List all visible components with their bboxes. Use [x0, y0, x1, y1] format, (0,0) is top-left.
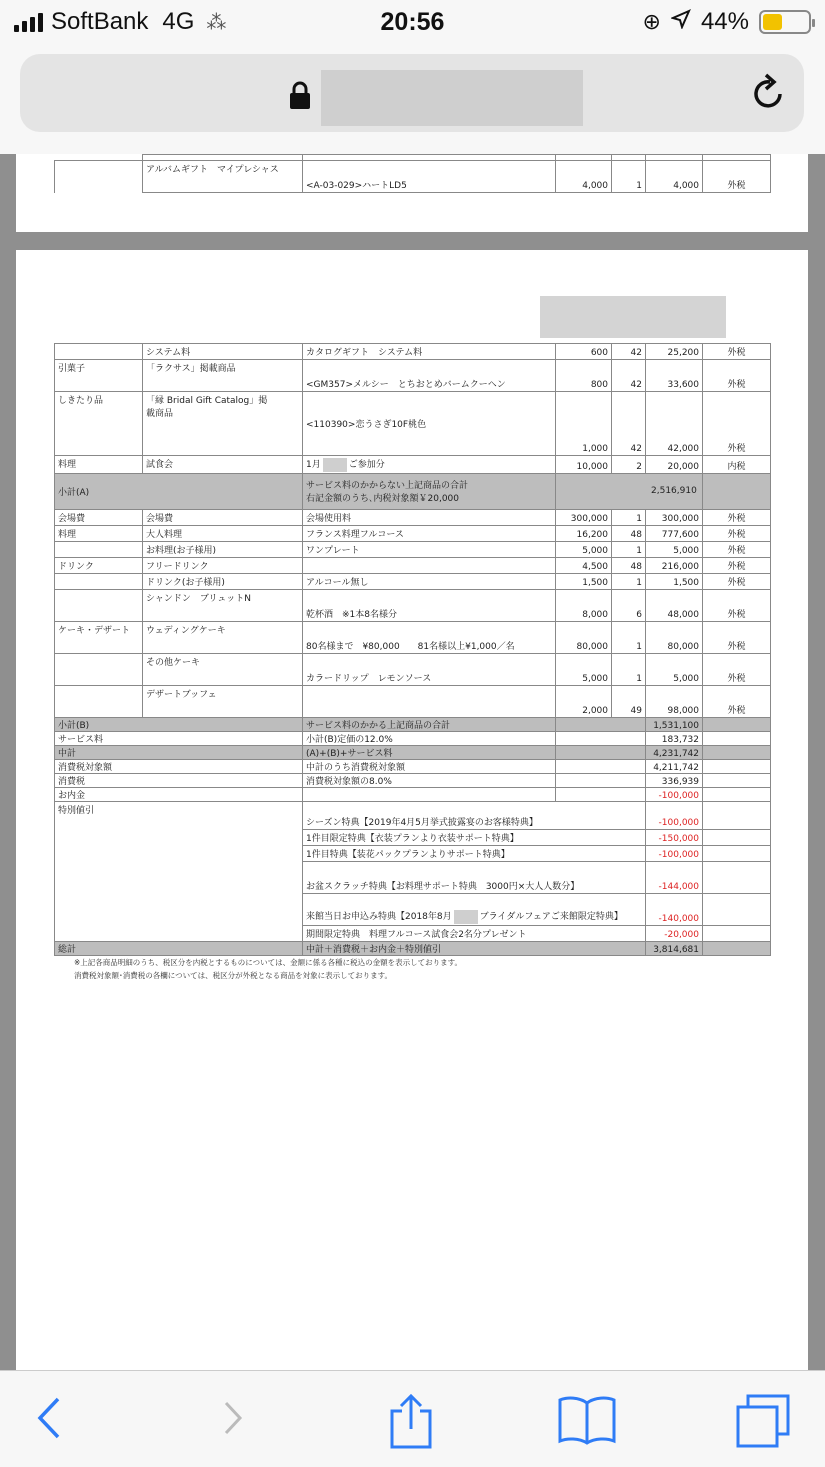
summary-label: 中計	[55, 745, 303, 759]
total-tax	[703, 941, 771, 955]
summary-spacer	[556, 717, 646, 731]
battery-percent: 44%	[700, 8, 749, 35]
item-name: <A-03-029>ハートLD5	[303, 161, 556, 193]
item-subcategory: フリードリンク	[143, 557, 303, 573]
item-amount: 98,000	[646, 685, 703, 717]
item-qty: 1	[612, 161, 646, 193]
item-subcategory: システム料	[143, 344, 303, 360]
footnote-line: ※上記各商品明細のうち、税区分を内税とするものについては、金額に係る各種に税込の金額を表示しております。	[74, 958, 463, 967]
summary-desc: (A)+(B)+サービス料	[303, 745, 556, 759]
item-name: 会場使用料	[303, 509, 556, 525]
item-qty: 49	[612, 685, 646, 717]
item-amount: 5,000	[646, 541, 703, 557]
subtotal-a-tax	[703, 473, 771, 509]
summary-tax	[703, 731, 771, 745]
discount-amount: -100,000	[646, 845, 703, 861]
summary-spacer	[556, 759, 646, 773]
item-price: 300,000	[556, 509, 612, 525]
discount-tax	[703, 829, 771, 845]
item-category	[55, 653, 143, 685]
item-subcategory-line: 「縁 Bridal Gift Catalog」掲	[146, 396, 268, 406]
item-name: <110390>恋うさぎ10F桃色	[303, 392, 556, 456]
summary-amount: 4,231,742	[646, 745, 703, 759]
item-subcategory: 試食会	[143, 456, 303, 474]
summary-amount: 183,732	[646, 731, 703, 745]
summary-label: 消費税対象額	[55, 759, 303, 773]
table-row	[55, 759, 771, 773]
network-type: 4G	[162, 8, 195, 35]
discount-desc: お盆スクラッチ特典【お料理サポート特典 3000円×大人人数分】	[303, 861, 646, 893]
discount-desc: 1件目限定特典【衣装プランより衣装サポート特典】	[303, 829, 646, 845]
summary-tax	[703, 745, 771, 759]
invoice-table-page1	[54, 154, 771, 193]
item-price: 800	[556, 360, 612, 392]
table-row	[55, 685, 771, 717]
subtotal-a-label: 小計(A)	[55, 473, 303, 509]
share-icon[interactable]	[388, 1393, 434, 1453]
item-qty: 42	[612, 392, 646, 456]
discount-tax	[703, 861, 771, 893]
discount-desc-part: 来館当日お申込み特典【2018年8月	[306, 912, 452, 922]
discount-desc: シーズン特典【2019年4月5月挙式披露宴のお客様特典】	[303, 801, 646, 829]
redacted-block	[454, 910, 478, 924]
table-row	[55, 589, 771, 621]
discount-desc: 1件目特典【装花パックプランよりサポート特典】	[303, 845, 646, 861]
item-category	[55, 685, 143, 717]
address-bar[interactable]	[20, 54, 804, 132]
summary-label: お内金	[55, 787, 303, 801]
table-row	[55, 787, 771, 801]
total-label: 総計	[55, 941, 303, 955]
item-amount: 80,000	[646, 621, 703, 653]
table-row	[55, 717, 771, 731]
item-tax: 外税	[703, 541, 771, 557]
item-name: カタログギフト システム料	[303, 344, 556, 360]
item-name	[303, 685, 556, 717]
item-name	[303, 557, 556, 573]
url-redacted[interactable]	[321, 70, 583, 126]
item-price: 1,500	[556, 573, 612, 589]
item-category: ドリンク	[55, 557, 143, 573]
item-amount: 300,000	[646, 509, 703, 525]
subtotal-a-desc	[303, 473, 556, 509]
item-price: 10,000	[556, 456, 612, 474]
status-bar	[0, 0, 825, 48]
item-category	[55, 344, 143, 360]
item-category: しきたり品	[55, 392, 143, 456]
item-tax: 外税	[703, 589, 771, 621]
discount-amount: -140,000	[646, 893, 703, 925]
table-row	[55, 731, 771, 745]
item-amount: 777,600	[646, 525, 703, 541]
item-subcategory-line: 載商品	[146, 409, 174, 419]
item-amount: 20,000	[646, 456, 703, 474]
summary-amount: -100,000	[646, 787, 703, 801]
item-tax: 外税	[703, 360, 771, 392]
discount-amount: -144,000	[646, 861, 703, 893]
item-qty: 1	[612, 573, 646, 589]
item-subcategory: 会場費	[143, 509, 303, 525]
item-qty: 1	[612, 541, 646, 557]
item-name: フランス料理フルコース	[303, 525, 556, 541]
item-tax: 外税	[703, 557, 771, 573]
item-price: 4,500	[556, 557, 612, 573]
summary-label: サービス料	[55, 731, 303, 745]
table-row	[55, 456, 771, 474]
item-price: 16,200	[556, 525, 612, 541]
summary-tax	[703, 787, 771, 801]
item-amount: 48,000	[646, 589, 703, 621]
summary-tax	[703, 717, 771, 731]
item-price: 600	[556, 344, 612, 360]
item-amount: 25,200	[646, 344, 703, 360]
pdf-page-1	[16, 154, 808, 232]
table-row	[55, 509, 771, 525]
item-tax: 外税	[703, 161, 771, 193]
item-amount: 42,000	[646, 392, 703, 456]
table-row	[55, 525, 771, 541]
item-price: 4,000	[556, 161, 612, 193]
summary-desc: サービス料のかかる上記商品の合計	[303, 717, 556, 731]
item-qty: 42	[612, 360, 646, 392]
item-subcategory: アルバムギフト マイプレシャス	[143, 161, 303, 193]
discount-amount: -100,000	[646, 801, 703, 829]
subtotal-a-desc-line: サービス料のかからない上記商品の合計	[306, 481, 469, 491]
footnotes	[74, 956, 462, 982]
table-row	[55, 745, 771, 759]
item-price: 2,000	[556, 685, 612, 717]
item-subcategory	[143, 392, 303, 456]
summary-amount: 1,531,100	[646, 717, 703, 731]
discount-label: 特別値引	[55, 801, 303, 941]
item-name: アルコール無し	[303, 573, 556, 589]
location-icon	[671, 8, 691, 36]
item-tax: 外税	[703, 525, 771, 541]
item-amount: 1,500	[646, 573, 703, 589]
item-name: ワンプレート	[303, 541, 556, 557]
item-amount: 216,000	[646, 557, 703, 573]
discount-desc-part: ブライダルフェアご来館限定特典】	[479, 912, 623, 922]
item-qty: 1	[612, 621, 646, 653]
item-category: 引菓子	[55, 360, 143, 392]
item-tax: 外税	[703, 573, 771, 589]
item-qty: 48	[612, 525, 646, 541]
total-amount: 3,814,681	[646, 941, 703, 955]
item-subcategory: デザートブッフェ	[143, 685, 303, 717]
item-price: 80,000	[556, 621, 612, 653]
table-row	[55, 773, 771, 787]
discount-amount: -150,000	[646, 829, 703, 845]
table-row	[55, 344, 771, 360]
discount-desc: 期間限定特典 料理フルコース試食会2名分プレゼント	[303, 925, 646, 941]
item-qty: 48	[612, 557, 646, 573]
item-name	[303, 456, 556, 474]
summary-label: 消費税	[55, 773, 303, 787]
summary-desc: 小計(B)定価の12.0%	[303, 731, 556, 745]
item-subcategory: その他ケーキ	[143, 653, 303, 685]
summary-desc: 中計のうち消費税対象額	[303, 759, 556, 773]
summary-tax	[703, 773, 771, 787]
summary-spacer	[556, 773, 646, 787]
item-tax: 外税	[703, 621, 771, 653]
item-subcategory: シャンドン ブリュットN	[143, 589, 303, 621]
item-amount: 33,600	[646, 360, 703, 392]
summary-spacer	[556, 731, 646, 745]
item-qty: 6	[612, 589, 646, 621]
discount-tax	[703, 893, 771, 925]
bookmarks-icon[interactable]	[557, 1393, 617, 1449]
item-tax: 外税	[703, 392, 771, 456]
battery-fill	[763, 14, 782, 30]
redacted-block	[323, 458, 347, 472]
item-tax: 外税	[703, 653, 771, 685]
table-row	[55, 557, 771, 573]
rotation-lock-icon: ⊕	[642, 9, 661, 34]
item-subcategory: ウェディングケーキ	[143, 621, 303, 653]
discount-tax	[703, 925, 771, 941]
item-name-part: 1月	[306, 460, 321, 470]
table-row	[55, 360, 771, 392]
battery-icon	[759, 10, 811, 34]
summary-desc	[303, 787, 556, 801]
item-category: 会場費	[55, 509, 143, 525]
item-qty: 1	[612, 509, 646, 525]
item-category	[55, 573, 143, 589]
discount-amount: -20,000	[646, 925, 703, 941]
table-row	[55, 573, 771, 589]
summary-label: 小計(B)	[55, 717, 303, 731]
item-name: <GM357>メルシー とちおとめバームクーヘン	[303, 360, 556, 392]
table-row	[55, 161, 771, 193]
forward-icon[interactable]	[220, 1393, 250, 1447]
item-price: 1,000	[556, 392, 612, 456]
discount-tax	[703, 801, 771, 829]
tabs-icon[interactable]	[734, 1393, 792, 1453]
item-qty: 2	[612, 456, 646, 474]
item-qty: 1	[612, 653, 646, 685]
table-row	[55, 941, 771, 955]
summary-amount: 4,211,742	[646, 759, 703, 773]
table-row	[55, 392, 771, 456]
back-icon[interactable]	[34, 1393, 64, 1447]
item-tax: 外税	[703, 685, 771, 717]
pdf-page-2	[16, 250, 808, 1370]
reload-icon[interactable]	[750, 72, 786, 116]
item-subcategory: 大人料理	[143, 525, 303, 541]
table-row	[55, 801, 771, 829]
item-price: 8,000	[556, 589, 612, 621]
item-category: ケーキ・デザート	[55, 621, 143, 653]
carrier-name: SoftBank	[51, 8, 149, 35]
item-price: 5,000	[556, 653, 612, 685]
item-qty: 42	[612, 344, 646, 360]
browser-toolbar	[0, 1370, 825, 1467]
subtotal-a-amount: 2,516,910	[556, 473, 703, 509]
table-row	[55, 541, 771, 557]
total-desc: 中計＋消費税＋お内金＋特別値引	[303, 941, 646, 955]
item-name: 80名様まで ¥80,000 81名様以上¥1,000／名	[303, 621, 556, 653]
summary-desc: 消費税対象額の8.0%	[303, 773, 556, 787]
item-category: 料理	[55, 456, 143, 474]
footnote-line: 消費税対象額･消費税の各欄については、税区分が外税となる商品を対象に表示しております。	[74, 971, 392, 980]
item-tax: 外税	[703, 509, 771, 525]
table-row	[55, 621, 771, 653]
item-category	[55, 589, 143, 621]
lock-icon	[288, 80, 312, 114]
item-name-part: ご参加分	[348, 460, 385, 470]
item-price: 5,000	[556, 541, 612, 557]
discount-desc	[303, 893, 646, 925]
summary-amount: 336,939	[646, 773, 703, 787]
summary-tax	[703, 759, 771, 773]
item-category: 料理	[55, 525, 143, 541]
item-category	[55, 541, 143, 557]
item-amount: 4,000	[646, 161, 703, 193]
invoice-table	[54, 343, 771, 956]
table-row	[55, 473, 771, 509]
item-amount: 5,000	[646, 653, 703, 685]
discount-tax	[703, 845, 771, 861]
address-area	[0, 48, 825, 154]
item-tax: 内税	[703, 456, 771, 474]
item-subcategory: ドリンク(お子様用)	[143, 573, 303, 589]
item-subcategory: 「ラクサス」掲載商品	[143, 360, 303, 392]
table-row	[55, 653, 771, 685]
item-tax: 外税	[703, 344, 771, 360]
redacted-block	[540, 296, 726, 338]
subtotal-a-desc-line: 右記金額のうち､内税対象額￥20,000	[306, 494, 459, 504]
item-subcategory: お料理(お子様用)	[143, 541, 303, 557]
summary-spacer	[556, 787, 646, 801]
item-name: 乾杯酒 ※1本8名様分	[303, 589, 556, 621]
loading-icon: ⁂	[206, 11, 227, 34]
clock: 20:56	[380, 8, 445, 36]
item-name: カラードリップ レモンソース	[303, 653, 556, 685]
summary-spacer	[556, 745, 646, 759]
